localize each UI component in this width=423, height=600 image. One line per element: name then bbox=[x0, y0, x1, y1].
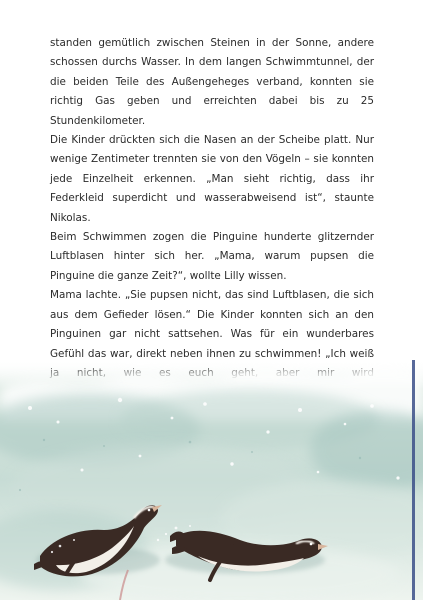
story-text bbox=[50, 34, 374, 383]
penguin-watercolor bbox=[0, 360, 423, 600]
paragraph-4: Mama lachte. „Sie pupsen nicht, das sind Luftblasen, die sich aus dem Gefieder lösen.“ Die Kinder konnten sich an den Pinguinen gar nicht sattsehen. Was für ein wunderbares Gefühl das war, direkt neben ihnen zu schwimmen! „Ich weiß bbox=[50, 289, 374, 360]
paragraph-1: standen gemütlich zwischen Steinen in der Sonne, andere schossen durchs Wasser. In dem langen Schwimmtunnel, der die beiden Teile des Außengeheges verband, konnten sie richtig Gas geben und erreichten dabei bis zu 25 Stundenkilometer. bbox=[50, 37, 374, 127]
penguin-illustration bbox=[0, 360, 423, 600]
paragraph-3: Beim Schwimmen zogen die Pinguine hunderte glitzernder Luftblasen hinter sich her. „Mama, warum pupsen die Pinguine die ganze Zeit?“, wollte Lilly wissen. bbox=[50, 231, 374, 282]
paragraph-2: Die Kinder drückten sich die Nasen an der Scheibe platt. Nur wenige Zentimeter trennten sie von den Vögeln – sie konnten jede Einzelheit erkennen. „Man sieht richtig, dass ihr Federkleid superdicht und wasserabweisend ist“, staunte Nikolas. bbox=[50, 134, 374, 224]
